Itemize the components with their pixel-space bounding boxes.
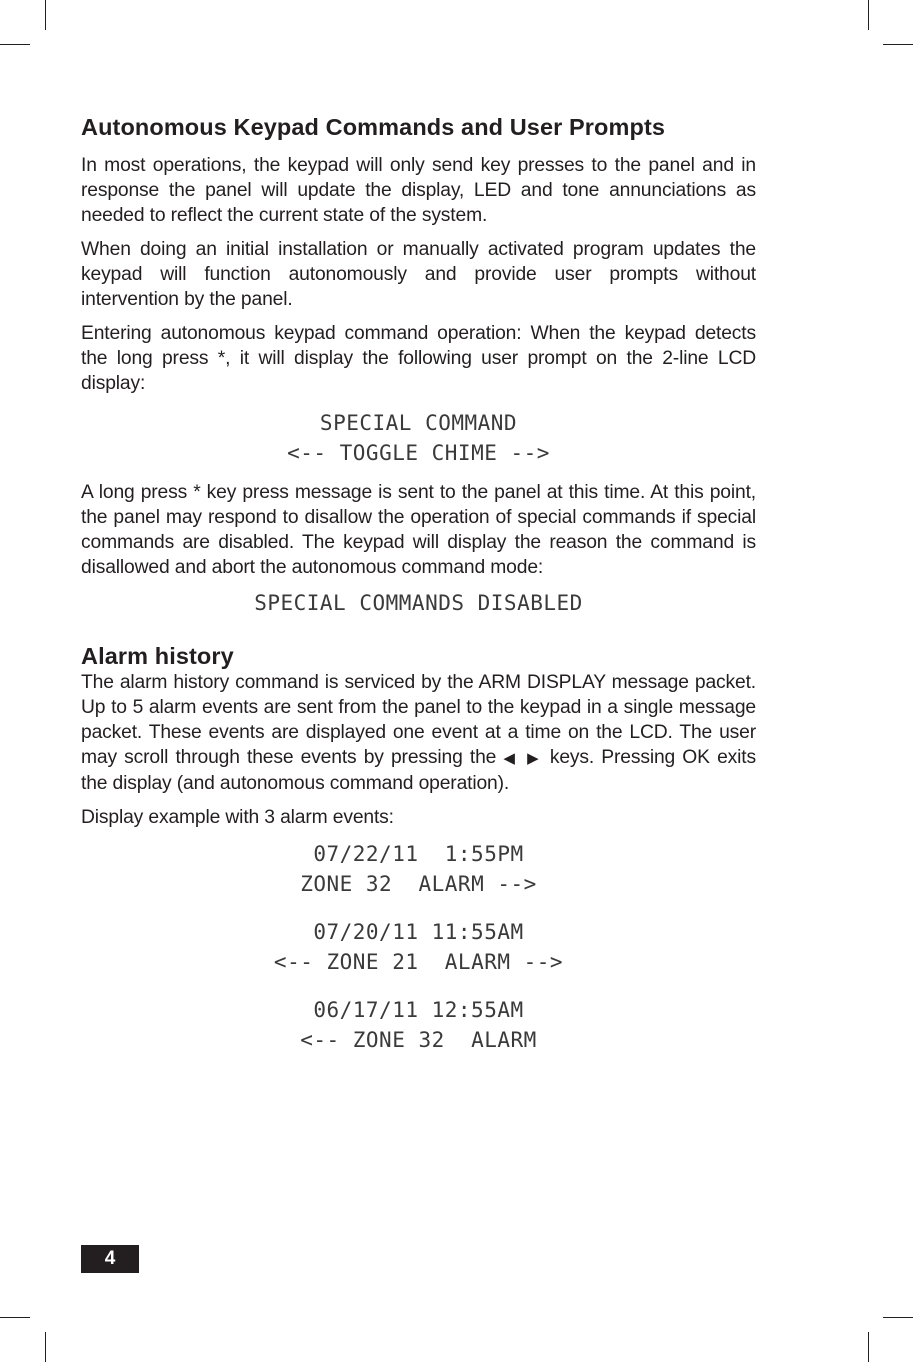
paragraph: A long press * key press message is sent to the panel at this time. At this point, the panel may respond to disallow the operation of special commands if special commands are disabled. The keypad will display the reason the command is disallowed and abort the autonomous command mode: [81,482,756,578]
paragraph: Entering autonomous keypad command operation: When the keypad detects the long press *, it will display the following user prompt on the 2-line LCD display: [81,323,756,394]
paragraph-text: keys. Pressing OK exits the display (and autonomous command operation). [81,747,756,794]
lcd-display-event-3 [81,995,756,1055]
lcd-line: <-- ZONE 21 ALARM --> [273,950,564,974]
page-content [81,112,756,1067]
paragraph [81,670,756,796]
lcd-line: 07/22/11 1:55PM [313,842,524,866]
lcd-line: <-- ZONE 32 ALARM [300,1028,537,1052]
lcd-line: SPECIAL COMMANDS DISABLED [254,591,583,615]
crop-mark [883,1317,913,1318]
lcd-display-special-command [81,408,756,468]
section-heading-autonomous: Autonomous Keypad Commands and User Prompts [81,114,666,140]
lcd-line: 07/20/11 11:55AM [313,920,524,944]
crop-mark [45,0,46,30]
paragraph: When doing an initial installation or manually activated program updates the keypad will function autonomously and provide user prompts without intervention by the panel. [81,239,756,310]
lcd-line: 06/17/11 12:55AM [313,998,524,1022]
crop-mark [0,1317,30,1318]
lcd-line: ZONE 32 ALARM --> [300,872,537,896]
paragraph: Display example with 3 alarm events: [81,807,394,828]
paragraph: In most operations, the keypad will only send key presses to the panel and in response the panel will update the display, LED and tone annunciations as needed to reflect the current state of the system. [81,155,756,226]
paragraph-text: The alarm history command is serviced by the ARM DISPLAY message packet. Up to 5 alarm events are sent from the panel to the keypad in a single message packet. These events are displayed one event at a time on the LCD. The user may scroll through these events by pressing the [81,672,756,768]
lcd-display-event-1 [81,839,756,899]
lcd-line: SPECIAL COMMAND [319,411,518,435]
lcd-line: <-- TOGGLE CHIME --> [287,441,550,465]
lcd-display-event-2 [81,917,756,977]
crop-mark [868,1332,869,1362]
section-heading-alarm-history: Alarm history [81,643,234,669]
page-number: 4 [81,1245,139,1273]
lcd-display-disabled [81,588,756,618]
crop-mark [868,0,869,30]
crop-mark [0,44,30,45]
crop-mark [45,1332,46,1362]
crop-mark [883,44,913,45]
left-right-arrow-icon: ◀ ▶ [503,750,543,767]
